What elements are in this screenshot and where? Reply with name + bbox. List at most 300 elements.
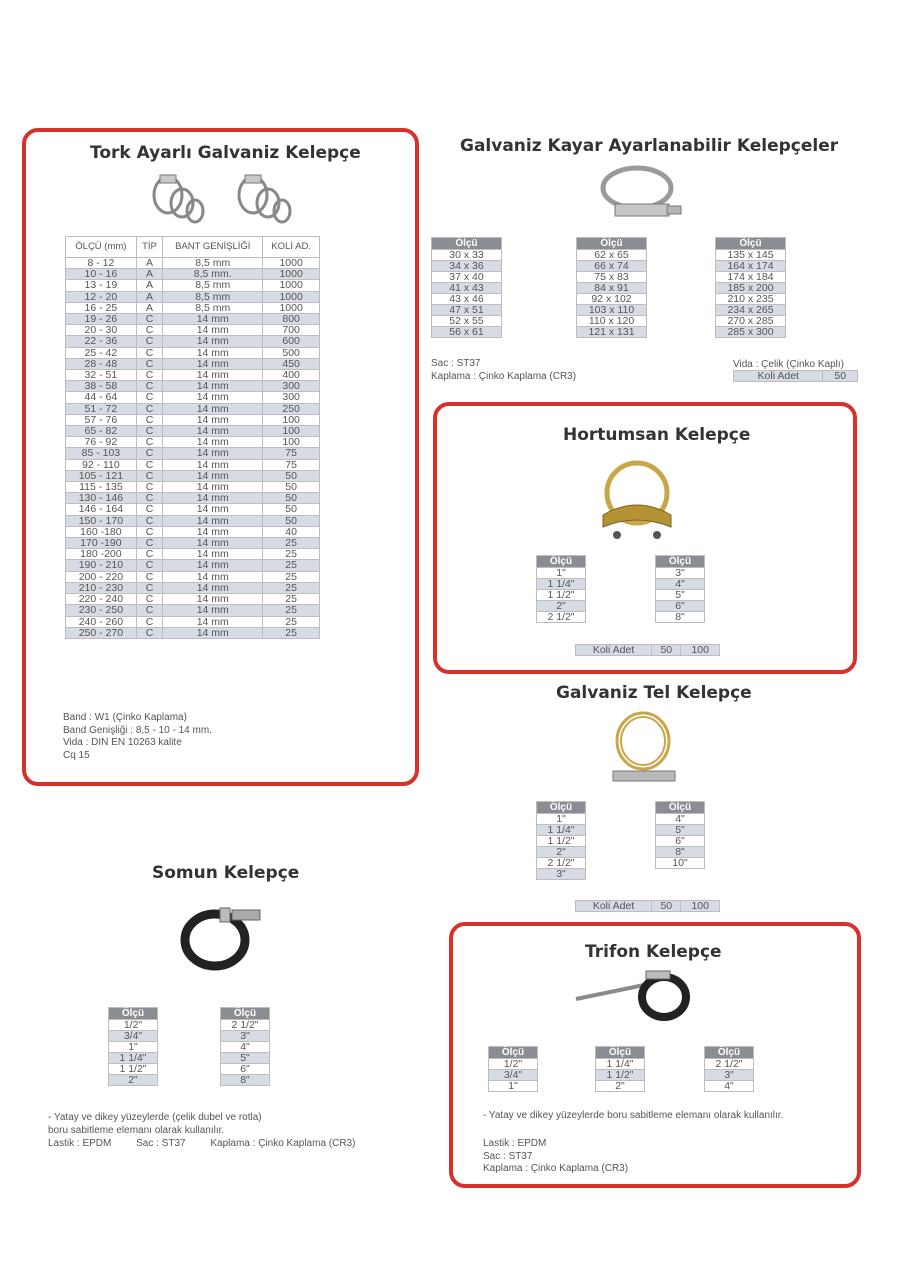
table-row: [66, 392, 320, 403]
size-cell: 185 x 200: [716, 283, 786, 294]
tel-table-1: [536, 801, 586, 880]
kayar-table-1: [431, 237, 502, 338]
table-row: [705, 1081, 754, 1092]
table-row: [716, 316, 786, 327]
table-cell: 38 - 58: [66, 381, 137, 392]
table-cell: 14 mm: [163, 470, 263, 481]
table-row: [109, 1020, 158, 1031]
table-row: [656, 612, 705, 623]
size-cell: 34 x 36: [432, 261, 502, 272]
koli-label: Koli Adet: [576, 645, 652, 656]
table-row: [432, 305, 502, 316]
table-row: [66, 470, 320, 481]
size-header: Ölçü: [656, 802, 705, 814]
trifon-clamp-image: [572, 965, 702, 1035]
table-cell: 85 - 103: [66, 448, 137, 459]
table-cell: 8,5 mm: [163, 258, 263, 269]
table-cell: 14 mm: [163, 426, 263, 437]
size-header: Ölçü: [537, 802, 586, 814]
table-cell: 14 mm: [163, 448, 263, 459]
table-row: [432, 283, 502, 294]
note-line: Cq 15: [63, 749, 90, 761]
table-row: [537, 568, 586, 579]
table-row: [66, 414, 320, 425]
table-cell: 180 -200: [66, 549, 137, 560]
koli-value: 50: [823, 371, 858, 382]
table-row: [66, 302, 320, 313]
table-cell: C: [136, 336, 162, 347]
table-row: [577, 294, 647, 305]
size-cell: 41 x 43: [432, 283, 502, 294]
table-cell: 8 - 12: [66, 258, 137, 269]
table-row: [656, 568, 705, 579]
table-cell: 8,5 mm: [163, 280, 263, 291]
koli-label: Koli Adet: [576, 901, 652, 912]
size-cell: 1 1/4": [596, 1059, 645, 1070]
kayar-koli-table: [733, 370, 858, 382]
table-cell: A: [136, 302, 162, 313]
table-row: [66, 482, 320, 493]
table-cell: 400: [263, 370, 320, 381]
sliding-clamp-image: [595, 160, 690, 232]
size-cell: 5": [221, 1053, 270, 1064]
table-cell: 50: [263, 482, 320, 493]
table-cell: C: [136, 403, 162, 414]
table-row: [66, 370, 320, 381]
table-row: [66, 336, 320, 347]
trifon-table-2: [595, 1046, 645, 1092]
table-row: [66, 291, 320, 302]
table-cell: 10 - 16: [66, 269, 137, 280]
table-row: [577, 305, 647, 316]
table-cell: C: [136, 616, 162, 627]
table-row: [66, 560, 320, 571]
table-row: [66, 594, 320, 605]
size-cell: 56 x 61: [432, 327, 502, 338]
note-line: - Yatay ve dikey yüzeylerde (çelik dubel ve rotla): [48, 1112, 262, 1123]
trifon-table-3: [704, 1046, 754, 1092]
table-cell: 800: [263, 314, 320, 325]
trifon-title: Trifon Kelepçe: [585, 942, 722, 962]
table-cell: 14 mm: [163, 403, 263, 414]
table-cell: 250 - 270: [66, 627, 137, 638]
table-row: [66, 426, 320, 437]
table-row: [221, 1064, 270, 1075]
table-row: [432, 261, 502, 272]
table-cell: C: [136, 347, 162, 358]
table-cell: C: [136, 538, 162, 549]
table-row: [577, 327, 647, 338]
somun-table-1: [108, 1007, 158, 1086]
tork-table-body: [66, 258, 320, 639]
table-cell: 14 mm: [163, 493, 263, 504]
somun-title: Somun Kelepçe: [152, 863, 300, 883]
table-cell: C: [136, 414, 162, 425]
note-line: Band Genişliği : 8,5 - 10 - 14 mm.: [63, 724, 212, 736]
trifon-notes: - Yatay ve dikey yüzeylerde boru sabitleme elemanı olarak kullanılır.: [483, 1110, 784, 1121]
size-cell: 66 x 74: [577, 261, 647, 272]
table-cell: 25: [263, 594, 320, 605]
table-cell: C: [136, 325, 162, 336]
table-cell: C: [136, 493, 162, 504]
table-row: [537, 612, 586, 623]
table-row: [66, 403, 320, 414]
table-cell: 16 - 25: [66, 302, 137, 313]
size-cell: 1": [109, 1042, 158, 1053]
table-cell: 50: [263, 515, 320, 526]
table-cell: C: [136, 448, 162, 459]
size-cell: 8": [656, 612, 705, 623]
table-cell: 22 - 36: [66, 336, 137, 347]
size-cell: 285 x 300: [716, 327, 786, 338]
table-cell: 160 -180: [66, 526, 137, 537]
table-cell: 51 - 72: [66, 403, 137, 414]
table-row: [716, 250, 786, 261]
size-cell: 1 1/2": [537, 590, 586, 601]
table-cell: 20 - 30: [66, 325, 137, 336]
size-cell: 4": [705, 1081, 754, 1092]
table-cell: 25: [263, 571, 320, 582]
table-row: [577, 272, 647, 283]
table-row: [66, 605, 320, 616]
table-row: [716, 294, 786, 305]
table-cell: 1000: [263, 280, 320, 291]
hortumsan-clamp-image: [593, 455, 683, 545]
size-cell: 174 x 184: [716, 272, 786, 283]
koli-value-1: 50: [652, 645, 681, 656]
tel-koli-table: [575, 900, 720, 912]
table-row: [537, 869, 586, 880]
table-row: [66, 538, 320, 549]
table-cell: 14 mm: [163, 482, 263, 493]
table-cell: 1000: [263, 291, 320, 302]
table-cell: 14 mm: [163, 582, 263, 593]
size-cell: 2 1/2": [537, 612, 586, 623]
table-row: [66, 571, 320, 582]
table-cell: 14 mm: [163, 358, 263, 369]
size-cell: 6": [656, 836, 705, 847]
table-row: [716, 272, 786, 283]
koli-value-1: 50: [652, 901, 681, 912]
table-row: [537, 590, 586, 601]
table-row: [577, 250, 647, 261]
size-cell: 2": [537, 601, 586, 612]
table-row: [109, 1075, 158, 1086]
hortumsan-title: Hortumsan Kelepçe: [563, 425, 751, 445]
table-row: [537, 847, 586, 858]
table-cell: 25: [263, 616, 320, 627]
size-cell: 4": [221, 1042, 270, 1053]
table-cell: C: [136, 504, 162, 515]
table-row: [537, 601, 586, 612]
table-cell: 300: [263, 392, 320, 403]
table-cell: C: [136, 459, 162, 470]
somun-spec: [48, 1138, 355, 1151]
table-cell: 14 mm: [163, 414, 263, 425]
table-row: [577, 283, 647, 294]
size-cell: 1": [489, 1081, 538, 1092]
table-cell: C: [136, 582, 162, 593]
size-cell: 52 x 55: [432, 316, 502, 327]
spec-line: Kaplama : Çinko Kaplama (CR3): [483, 1163, 629, 1174]
size-cell: 92 x 102: [577, 294, 647, 305]
somun-table-2: [220, 1007, 270, 1086]
size-cell: 62 x 65: [577, 250, 647, 261]
table-cell: 14 mm: [163, 437, 263, 448]
table-cell: A: [136, 269, 162, 280]
header-tip: TİP: [136, 237, 162, 258]
size-cell: 1 1/4": [537, 825, 586, 836]
table-row: [489, 1059, 538, 1070]
size-header: Ölçü: [109, 1008, 158, 1020]
size-cell: 1/2": [489, 1059, 538, 1070]
table-row: [716, 261, 786, 272]
table-row: [489, 1081, 538, 1092]
table-cell: 115 - 135: [66, 482, 137, 493]
table-row: [537, 579, 586, 590]
size-cell: 135 x 145: [716, 250, 786, 261]
table-cell: C: [136, 560, 162, 571]
table-cell: 8,5 mm: [163, 291, 263, 302]
kayar-title: Galvaniz Kayar Ayarlanabilir Kelepçeler: [460, 136, 839, 156]
table-cell: 32 - 51: [66, 370, 137, 381]
table-cell: 105 - 121: [66, 470, 137, 481]
size-cell: 8": [656, 847, 705, 858]
table-row: [109, 1064, 158, 1075]
table-row: [66, 582, 320, 593]
table-row: [432, 272, 502, 283]
table-cell: C: [136, 314, 162, 325]
size-cell: 5": [656, 590, 705, 601]
table-row: [656, 836, 705, 847]
wire-clamp-image: [605, 705, 685, 795]
table-cell: 50: [263, 504, 320, 515]
table-row: [221, 1031, 270, 1042]
table-cell: 14 mm: [163, 594, 263, 605]
table-cell: 1000: [263, 269, 320, 280]
table-cell: 146 - 164: [66, 504, 137, 515]
table-row: [656, 601, 705, 612]
size-cell: 164 x 174: [716, 261, 786, 272]
table-cell: C: [136, 358, 162, 369]
koli-value-2: 100: [681, 901, 720, 912]
table-cell: 14 mm: [163, 526, 263, 537]
kayar-table-2: [576, 237, 647, 338]
table-cell: 75: [263, 448, 320, 459]
table-cell: 92 - 110: [66, 459, 137, 470]
table-row: [66, 459, 320, 470]
kayar-vida: Vida : Çelik (Çinko Kaplı): [733, 359, 844, 370]
table-cell: 1000: [263, 302, 320, 313]
size-header: Ölçü: [537, 556, 586, 568]
table-cell: 14 mm: [163, 381, 263, 392]
table-cell: C: [136, 594, 162, 605]
table-cell: 240 - 260: [66, 616, 137, 627]
table-cell: 250: [263, 403, 320, 414]
table-cell: 450: [263, 358, 320, 369]
size-cell: 84 x 91: [577, 283, 647, 294]
table-cell: A: [136, 280, 162, 291]
table-cell: 25: [263, 560, 320, 571]
table-row: [109, 1053, 158, 1064]
size-cell: 8": [221, 1075, 270, 1086]
table-cell: 57 - 76: [66, 414, 137, 425]
table-row: [537, 814, 586, 825]
table-cell: 100: [263, 426, 320, 437]
size-cell: 1": [537, 568, 586, 579]
table-cell: 14 mm: [163, 459, 263, 470]
table-cell: C: [136, 392, 162, 403]
table-cell: 200 - 220: [66, 571, 137, 582]
size-cell: 1 1/2": [537, 836, 586, 847]
table-cell: 14 mm: [163, 538, 263, 549]
table-cell: C: [136, 571, 162, 582]
size-cell: 2": [596, 1081, 645, 1092]
size-cell: 47 x 51: [432, 305, 502, 316]
table-cell: 28 - 48: [66, 358, 137, 369]
table-cell: 25 - 42: [66, 347, 137, 358]
table-cell: 14 mm: [163, 571, 263, 582]
table-cell: C: [136, 470, 162, 481]
table-cell: 25: [263, 549, 320, 560]
spec-line: Sac : ST37: [483, 1150, 533, 1162]
table-row: [537, 858, 586, 869]
table-row: [221, 1042, 270, 1053]
size-cell: 1 1/2": [109, 1064, 158, 1075]
size-header: Ölçü: [489, 1047, 538, 1059]
size-header: Ölçü: [716, 238, 786, 250]
table-cell: 50: [263, 470, 320, 481]
table-row: [596, 1070, 645, 1081]
table-cell: 14 mm: [163, 347, 263, 358]
table-row: [66, 314, 320, 325]
spec-sac: Sac : ST37: [136, 1138, 186, 1149]
table-cell: 14 mm: [163, 370, 263, 381]
table-cell: 14 mm: [163, 549, 263, 560]
spec-kaplama: Kaplama : Çinko Kaplama (CR3): [210, 1138, 356, 1149]
table-row: [716, 327, 786, 338]
table-row: [66, 437, 320, 448]
table-row: [656, 847, 705, 858]
size-cell: 1 1/2": [596, 1070, 645, 1081]
table-cell: A: [136, 291, 162, 302]
table-cell: 50: [263, 493, 320, 504]
table-row: [656, 814, 705, 825]
table-cell: 130 - 146: [66, 493, 137, 504]
kayar-notes: [431, 358, 576, 383]
table-cell: C: [136, 381, 162, 392]
table-row: [66, 269, 320, 280]
table-cell: 13 - 19: [66, 280, 137, 291]
size-cell: 234 x 265: [716, 305, 786, 316]
size-cell: 3": [705, 1070, 754, 1081]
table-cell: C: [136, 370, 162, 381]
table-cell: 500: [263, 347, 320, 358]
tork-table: [65, 236, 320, 639]
size-cell: 2 1/2": [537, 858, 586, 869]
table-row: [596, 1059, 645, 1070]
table-cell: C: [136, 605, 162, 616]
size-cell: 3": [537, 869, 586, 880]
table-row: [432, 250, 502, 261]
table-cell: 25: [263, 605, 320, 616]
table-cell: 14 mm: [163, 504, 263, 515]
table-cell: A: [136, 258, 162, 269]
table-cell: C: [136, 482, 162, 493]
tork-notes: [63, 712, 212, 762]
table-row: [109, 1042, 158, 1053]
table-cell: 1000: [263, 258, 320, 269]
size-cell: 1/2": [109, 1020, 158, 1031]
table-cell: 14 mm: [163, 392, 263, 403]
table-cell: 44 - 64: [66, 392, 137, 403]
note-line: Vida : DIN EN 10263 kalite: [63, 737, 182, 748]
table-cell: 100: [263, 414, 320, 425]
table-cell: 8,5 mm: [163, 302, 263, 313]
size-cell: 3/4": [489, 1070, 538, 1081]
table-cell: C: [136, 627, 162, 638]
table-row: [221, 1075, 270, 1086]
table-row: [537, 825, 586, 836]
table-row: [66, 504, 320, 515]
size-cell: 5": [656, 825, 705, 836]
table-cell: C: [136, 549, 162, 560]
nut-clamp-image: [170, 900, 270, 980]
size-cell: 30 x 33: [432, 250, 502, 261]
size-cell: 2 1/2": [221, 1020, 270, 1031]
table-row: [716, 283, 786, 294]
tel-title: Galvaniz Tel Kelepçe: [556, 683, 752, 703]
table-cell: C: [136, 437, 162, 448]
table-cell: 76 - 92: [66, 437, 137, 448]
table-cell: 8,5 mm.: [163, 269, 263, 280]
table-cell: C: [136, 426, 162, 437]
table-row: [432, 294, 502, 305]
size-cell: 2 1/2": [705, 1059, 754, 1070]
table-cell: 40: [263, 526, 320, 537]
table-cell: 230 - 250: [66, 605, 137, 616]
table-row: [577, 316, 647, 327]
table-cell: 220 - 240: [66, 594, 137, 605]
table-row: [596, 1081, 645, 1092]
size-cell: 1": [537, 814, 586, 825]
table-cell: 600: [263, 336, 320, 347]
table-row: [221, 1053, 270, 1064]
size-cell: 2": [109, 1075, 158, 1086]
table-row: [66, 325, 320, 336]
table-row: [489, 1070, 538, 1081]
table-cell: C: [136, 515, 162, 526]
size-cell: 3": [656, 568, 705, 579]
table-row: [432, 327, 502, 338]
size-cell: 3": [221, 1031, 270, 1042]
table-row: [66, 258, 320, 269]
table-cell: 700: [263, 325, 320, 336]
table-row: [66, 627, 320, 638]
table-cell: 25: [263, 582, 320, 593]
size-cell: 210 x 235: [716, 294, 786, 305]
table-row: [656, 579, 705, 590]
size-cell: 37 x 40: [432, 272, 502, 283]
size-header: Ölçü: [221, 1008, 270, 1020]
table-cell: 14 mm: [163, 616, 263, 627]
table-cell: 190 - 210: [66, 560, 137, 571]
size-header: Ölçü: [705, 1047, 754, 1059]
table-cell: 14 mm: [163, 605, 263, 616]
table-cell: 12 - 20: [66, 291, 137, 302]
table-cell: 25: [263, 627, 320, 638]
table-row: [66, 347, 320, 358]
